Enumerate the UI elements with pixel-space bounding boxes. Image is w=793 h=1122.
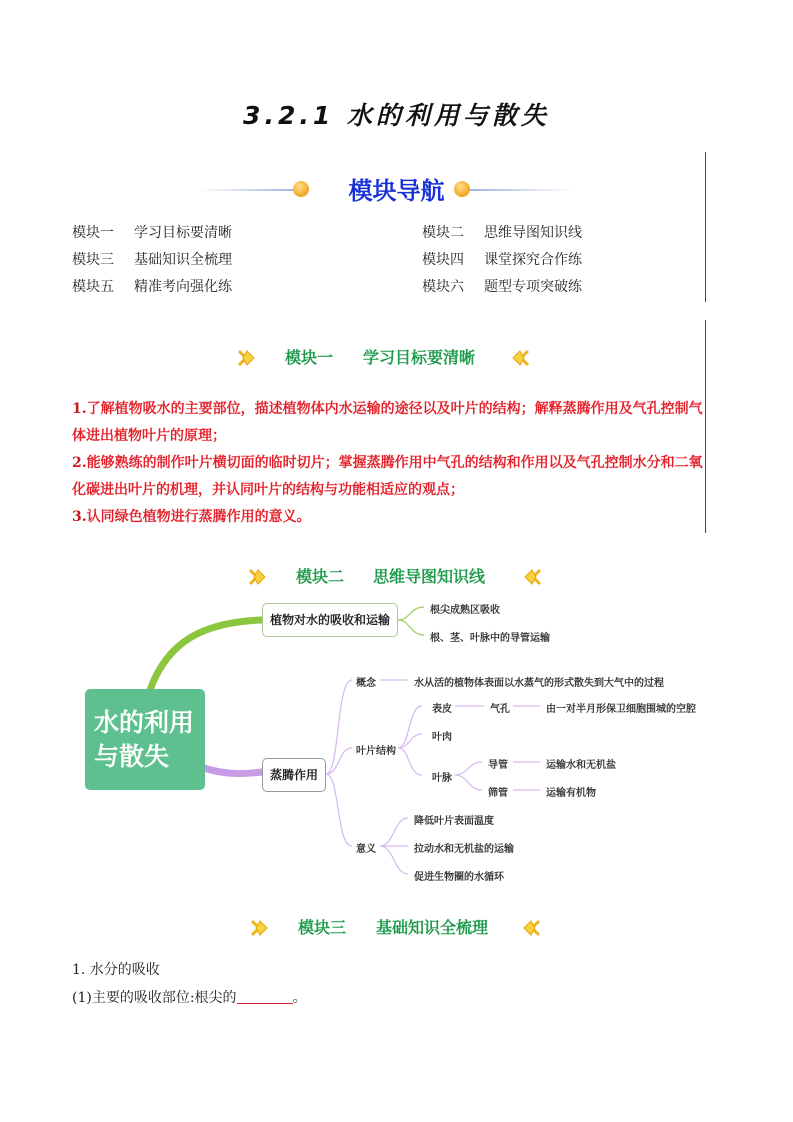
branch-transpiration: 蒸腾作用 xyxy=(262,758,326,792)
node-sieve-tube: 筛管 xyxy=(488,788,508,799)
diamond-arrow-icon xyxy=(520,567,542,587)
section-header-module-3 xyxy=(0,913,793,943)
nav-item-module-1[interactable]: 模块一 学习目标要清晰 xyxy=(72,225,232,241)
nav-divider-right xyxy=(469,189,573,191)
node-meaning-3: 促进生物圈的水循环 xyxy=(414,872,504,883)
document-title: 3.2.1 水的利用与散失 xyxy=(243,101,550,130)
section-header-module-1 xyxy=(0,343,793,373)
diamond-arrow-icon xyxy=(237,348,259,368)
node-concept: 概念 xyxy=(356,678,376,689)
nav-title: 模块导航 xyxy=(348,177,445,205)
nav-item-module-4[interactable]: 模块四 课堂探究合作练 xyxy=(422,252,582,268)
section-title: 思维导图知识线 xyxy=(373,567,486,586)
section-module-label: 模块一 xyxy=(285,348,334,367)
node-vessel: 导管 xyxy=(488,760,508,771)
section-module-label: 模块二 xyxy=(296,567,345,586)
node-meaning-1: 降低叶片表面温度 xyxy=(414,816,494,827)
nav-divider-left xyxy=(198,189,298,191)
section-title: 基础知识全梳理 xyxy=(376,918,489,937)
node-meaning: 意义 xyxy=(356,844,376,855)
diamond-arrow-icon xyxy=(248,567,270,587)
node-epidermis: 表皮 xyxy=(432,704,452,715)
diamond-arrow-icon xyxy=(508,348,530,368)
node-meaning-2: 拉动水和无机盐的运输 xyxy=(414,844,514,855)
nav-item-module-3[interactable]: 模块三 基础知识全梳理 xyxy=(72,252,232,268)
node-stoma-text: 由一对半月形保卫细胞围城的空腔 xyxy=(546,704,696,715)
content-line-1: (1)主要的吸收部位:根尖的 。 xyxy=(72,990,307,1006)
diamond-arrow-icon xyxy=(250,918,272,938)
section-module-label: 模块三 xyxy=(298,918,347,937)
nav-item-module-5[interactable]: 模块五 精准考向强化练 xyxy=(72,279,232,295)
branch-water-absorption: 植物对水的吸收和运输 xyxy=(262,603,398,637)
objective-3: 3.认同绿色植物进行蒸腾作用的意义。 xyxy=(72,509,311,525)
section-header-module-2 xyxy=(0,562,793,592)
learning-objectives xyxy=(72,396,708,531)
node-sieve-text: 运输有机物 xyxy=(546,788,596,799)
mind-map-central-node: 水的利用 与散失 xyxy=(85,689,205,790)
node-vessel-text: 运输水和无机盐 xyxy=(546,760,616,771)
node-root-absorption: 根尖成熟区吸收 xyxy=(430,605,500,616)
objective-1: 1.了解植物吸水的主要部位，描述植物体内水运输的途径以及叶片的结构；解释蒸腾作用及气孔控制气体进出植物叶片的原理； xyxy=(72,401,703,444)
node-mesophyll: 叶肉 xyxy=(432,732,452,743)
orange-dot-icon xyxy=(454,181,470,197)
margin-bar-top xyxy=(705,152,706,302)
nav-item-module-2[interactable]: 模块二 思维导图知识线 xyxy=(422,225,582,241)
node-stoma: 气孔 xyxy=(490,704,510,715)
objective-2: 2.能够熟练的制作叶片横切面的临时切片；掌握蒸腾作用中气孔的结构和作用以及气孔控制水分和二氧化碳进出叶片的机理，并认同叶片的结构与功能相适应的观点； xyxy=(72,455,703,498)
node-vessel-transport: 根、茎、叶脉中的导管运输 xyxy=(430,633,550,644)
node-vein: 叶脉 xyxy=(432,773,452,784)
fill-in-blank[interactable] xyxy=(237,991,293,1004)
node-leaf-structure: 叶片结构 xyxy=(356,746,396,757)
diamond-arrow-icon xyxy=(519,918,541,938)
section-title: 学习目标要清晰 xyxy=(363,348,476,367)
node-concept-text: 水从活的植物体表面以水蒸气的形式散失到大气中的过程 xyxy=(414,678,664,689)
nav-item-module-6[interactable]: 模块六 题型专项突破练 xyxy=(422,279,582,295)
content-heading: 1. 水分的吸收 xyxy=(72,962,160,978)
